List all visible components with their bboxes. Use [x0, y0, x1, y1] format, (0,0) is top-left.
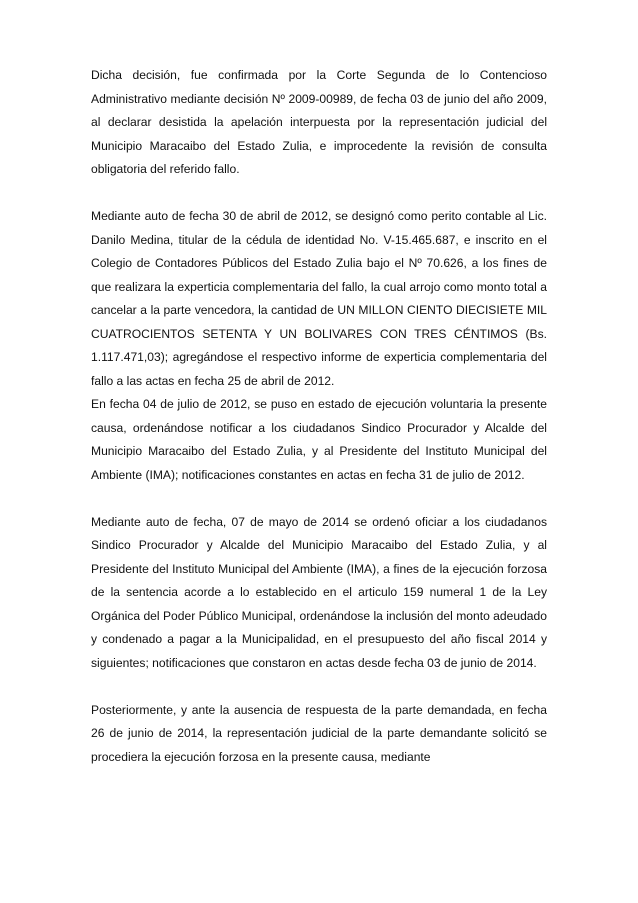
paragraph-voluntary-execution: En fecha 04 de julio de 2012, se puso en estado de ejecución voluntaria la presente causa, ordenándose notificar a los ciudadanos Sindico Procurador y Alcalde del Municipio Maracaibo del Estado Zulia, y al Presidente del Instituto Municipal del Ambiente (IMA); notificaciones constantes en actas en fecha 31 de julio de 2012. — [91, 397, 547, 482]
paragraph-confirmation: Dicha decisión, fue confirmada por la Corte Segunda de lo Contencioso Administrativo mediante decisión Nº 2009-00989, de fecha 03 de junio del año 2009, al declarar desistida la apelación interpuesta por la representación judicial del Municipio Maracaibo del Estado Zulia, e improcedente la revisión de consulta obligatoria del referido fallo. — [91, 68, 547, 176]
paragraph-expert-appointment: Mediante auto de fecha 30 de abril de 2012, se designó como perito contable al Lic. Danilo Medina, titular de la cédula de identidad No. V-15.465.687, e inscrito en el Colegio de Contadores Públicos del Estado Zulia bajo el Nº 70.626, a los fines de que realizara la experticia complementaria del fallo, la cual arrojo como monto total a cancelar a la parte vencedora, la cantidad de UN MILLON CIENTO DIECISIETE MIL CUATROCIENTOS SETENTA Y UN BOLIVARES CON TRES CÉNTIMOS (Bs. 1.117.471,03); agregándose el respectivo informe de experticia complementaria del fallo a las actas en fecha 25 de abril de 2012. — [91, 209, 547, 388]
document-page — [91, 64, 547, 769]
paragraph-forced-execution-order: Mediante auto de fecha, 07 de mayo de 2014 se ordenó oficiar a los ciudadanos Sindico Procurador y Alcalde del Municipio Maracaibo del Estado Zulia, y al Presidente del Instituto Municipal del Ambiente (IMA), a fines de la ejecución forzosa de la sentencia acorde a lo establecido en el articulo 159 numeral 1 de la Ley Orgánica del Poder Público Municipal, ordenándose la inclusión del monto adeudado y condenado a pagar a la Municipalidad, en el presupuesto del año fiscal 2014 y siguientes; notificaciones que constaron en actas desde fecha 03 de junio de 2014. — [91, 514, 547, 670]
paragraph-plaintiff-request: Posteriormente, y ante la ausencia de respuesta de la parte demandada, en fecha 26 de junio de 2014, la representación judicial de la parte demandante solicitó se procediera la ejecución forzosa en la presente causa, mediante — [91, 702, 547, 764]
